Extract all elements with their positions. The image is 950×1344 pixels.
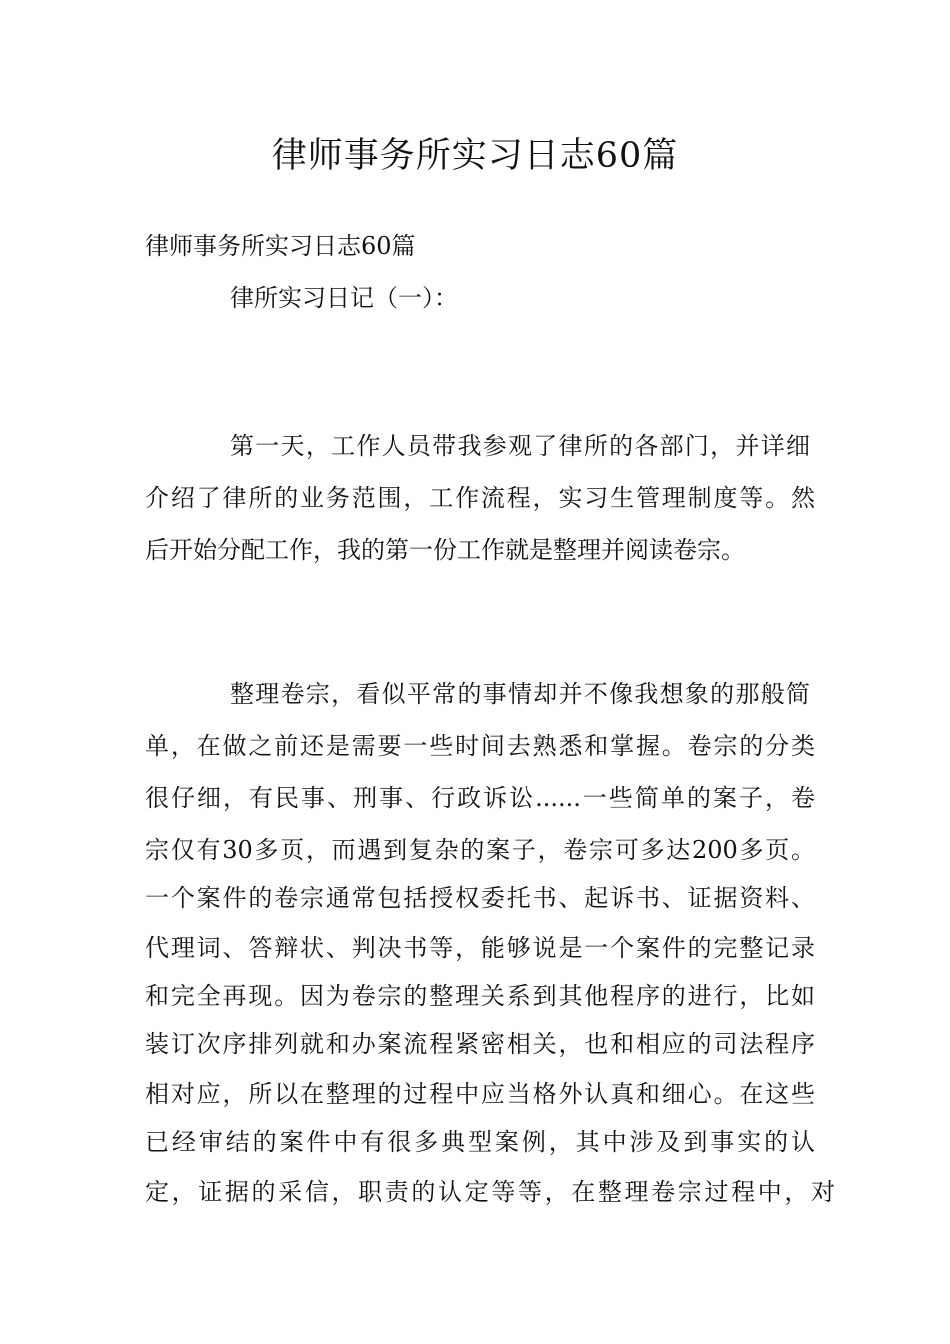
paragraph-2-line: 一个案件的卷宗通常包括授权委托书、起诉书、证据资料、 [145, 884, 815, 912]
paragraph-1-line: 后开始分配工作，我的第一份工作就是整理并阅读卷宗。 [145, 536, 745, 564]
paragraph-2-line: 很仔细，有民事、刑事、行政诉讼......一些简单的案子，卷 [145, 784, 815, 812]
paragraph-2-line: 整理卷宗，看似平常的事情却并不像我想象的那般简 [230, 680, 810, 708]
paragraph-2-line: 和完全再现。因为卷宗的整理关系到其他程序的进行，比如 [145, 982, 815, 1010]
paragraph-1-line: 介绍了律所的业务范围，工作流程，实习生管理制度等。然 [145, 484, 815, 512]
document-title: 律师事务所实习日志60篇 [271, 136, 679, 176]
paragraph-1-line: 第一天，工作人员带我参观了律所的各部门，并详细 [230, 432, 810, 460]
paragraph-2-line: 宗仅有30多页，而遇到复杂的案子，卷宗可多达200多页。 [145, 836, 815, 864]
paragraph-2-line: 代理词、答辩状、判决书等，能够说是一个案件的完整记录 [145, 934, 815, 962]
paragraph-2-line: 装订次序排列就和办案流程紧密相关，也和相应的司法程序 [145, 1030, 815, 1058]
paragraph-2-line: 已经审结的案件中有很多典型案例，其中涉及到事实的认 [145, 1128, 815, 1156]
entry-heading: 律所实习日记（一）： [230, 284, 458, 312]
document-subtitle: 律师事务所实习日志60篇 [145, 232, 416, 260]
paragraph-2-line: 单，在做之前还是需要一些时间去熟悉和掌握。卷宗的分类 [145, 732, 815, 760]
paragraph-2-line: 定，证据的采信，职责的认定等等，在整理卷宗过程中，对 [145, 1178, 835, 1206]
paragraph-2-line: 相对应，所以在整理的过程中应当格外认真和细心。在这些 [145, 1080, 815, 1108]
